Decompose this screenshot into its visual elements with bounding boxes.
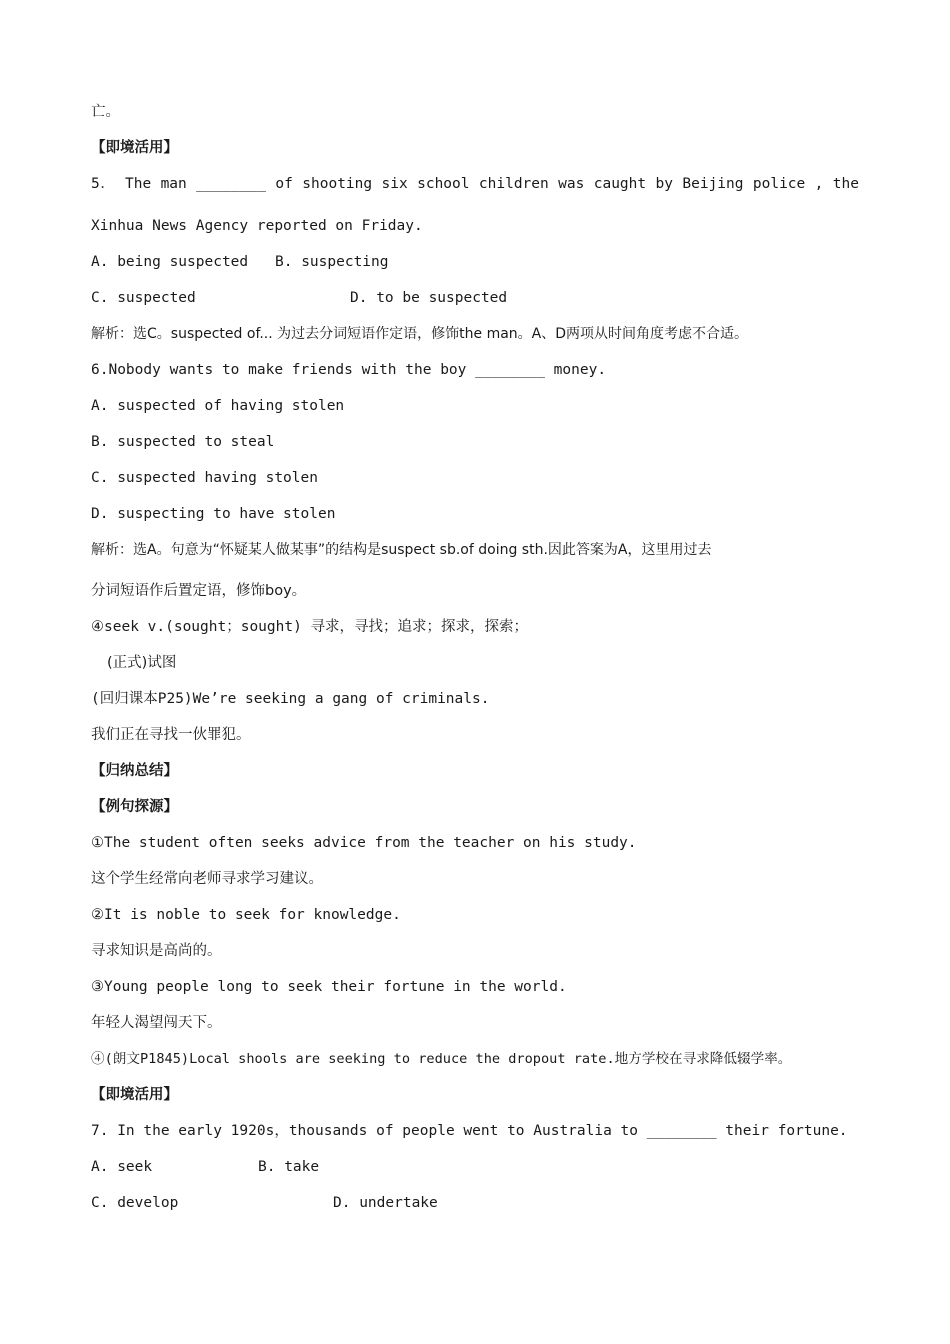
answer-explanation: 解析：选C。suspected of... 为过去分词短语作定语，修饰the man。A、D两项从时间角度考虑不合适。 xyxy=(91,326,749,342)
option-d: D. undertake xyxy=(333,1195,438,1211)
answer-explanation: 解析：选A。句意为“怀疑某人做某事”的结构是suspect sb.of doing sth.因此答案为A，这里用过去 xyxy=(91,542,712,558)
example-sentence: ③Young people long to seek their fortune in the world. xyxy=(91,979,567,995)
option-d: D. suspecting to have stolen xyxy=(91,506,336,522)
options-row xyxy=(91,288,851,308)
text-line: 亡。 xyxy=(91,104,120,120)
option-b: B. suspected to steal xyxy=(91,434,275,450)
option-a: A. suspected of having stolen xyxy=(91,398,345,414)
example-sentence: ①The student often seeks advice from the teacher on his study. xyxy=(91,835,637,851)
option-d: D. to be suspected xyxy=(350,290,508,306)
option-c: C. develop xyxy=(91,1195,179,1211)
vocab-entry-sense: (正式)试图 xyxy=(107,655,177,671)
section-heading: 【即境活用】 xyxy=(91,1087,178,1103)
example-sentence: ④(朗文P1845)Local shools are seeking to reduce the dropout rate.地方学校在寻求降低辍学率。 xyxy=(91,1051,792,1067)
options-row xyxy=(91,252,851,272)
option-b: B. take xyxy=(258,1159,320,1175)
option-a: A. being suspected xyxy=(91,254,249,270)
example-translation: 年轻人渴望闯天下。 xyxy=(91,1015,222,1031)
option-b: B. suspecting xyxy=(275,254,389,270)
section-heading: 【即境活用】 xyxy=(91,140,178,156)
example-translation: 这个学生经常向老师寻求学习建议。 xyxy=(91,871,323,887)
section-heading: 【例句探源】 xyxy=(91,799,178,815)
section-heading: 【归纳总结】 xyxy=(91,763,178,779)
option-a: A. seek xyxy=(91,1159,153,1175)
options-row xyxy=(91,1157,851,1177)
options-row xyxy=(91,1193,851,1213)
example-translation: 寻求知识是高尚的。 xyxy=(91,943,222,959)
option-c: C. suspected having stolen xyxy=(91,470,318,486)
question-7-stem: 7. In the early 1920s，thousands of people went to Australia to ________ their fortune. xyxy=(91,1123,848,1139)
answer-explanation-cont: 分词短语作后置定语，修饰boy。 xyxy=(91,583,307,599)
question-6-stem: 6.Nobody wants to make friends with the boy ________ money. xyxy=(91,362,607,378)
question-5-stem: 5． The man ________ of shooting six school children was caught by Beijing police , the xyxy=(91,176,859,192)
textbook-example: (回归课本P25)We’re seeking a gang of criminals. xyxy=(91,691,490,707)
example-translation: 我们正在寻找一伙罪犯。 xyxy=(91,727,251,743)
example-sentence: ②It is noble to seek for knowledge. xyxy=(91,907,401,923)
vocab-entry-seek: ④seek v.(sought；sought) 寻求，寻找；追求；探求，探索； xyxy=(91,619,529,635)
option-c: C. suspected xyxy=(91,290,196,306)
question-5-stem-cont: Xinhua News Agency reported on Friday. xyxy=(91,218,423,234)
